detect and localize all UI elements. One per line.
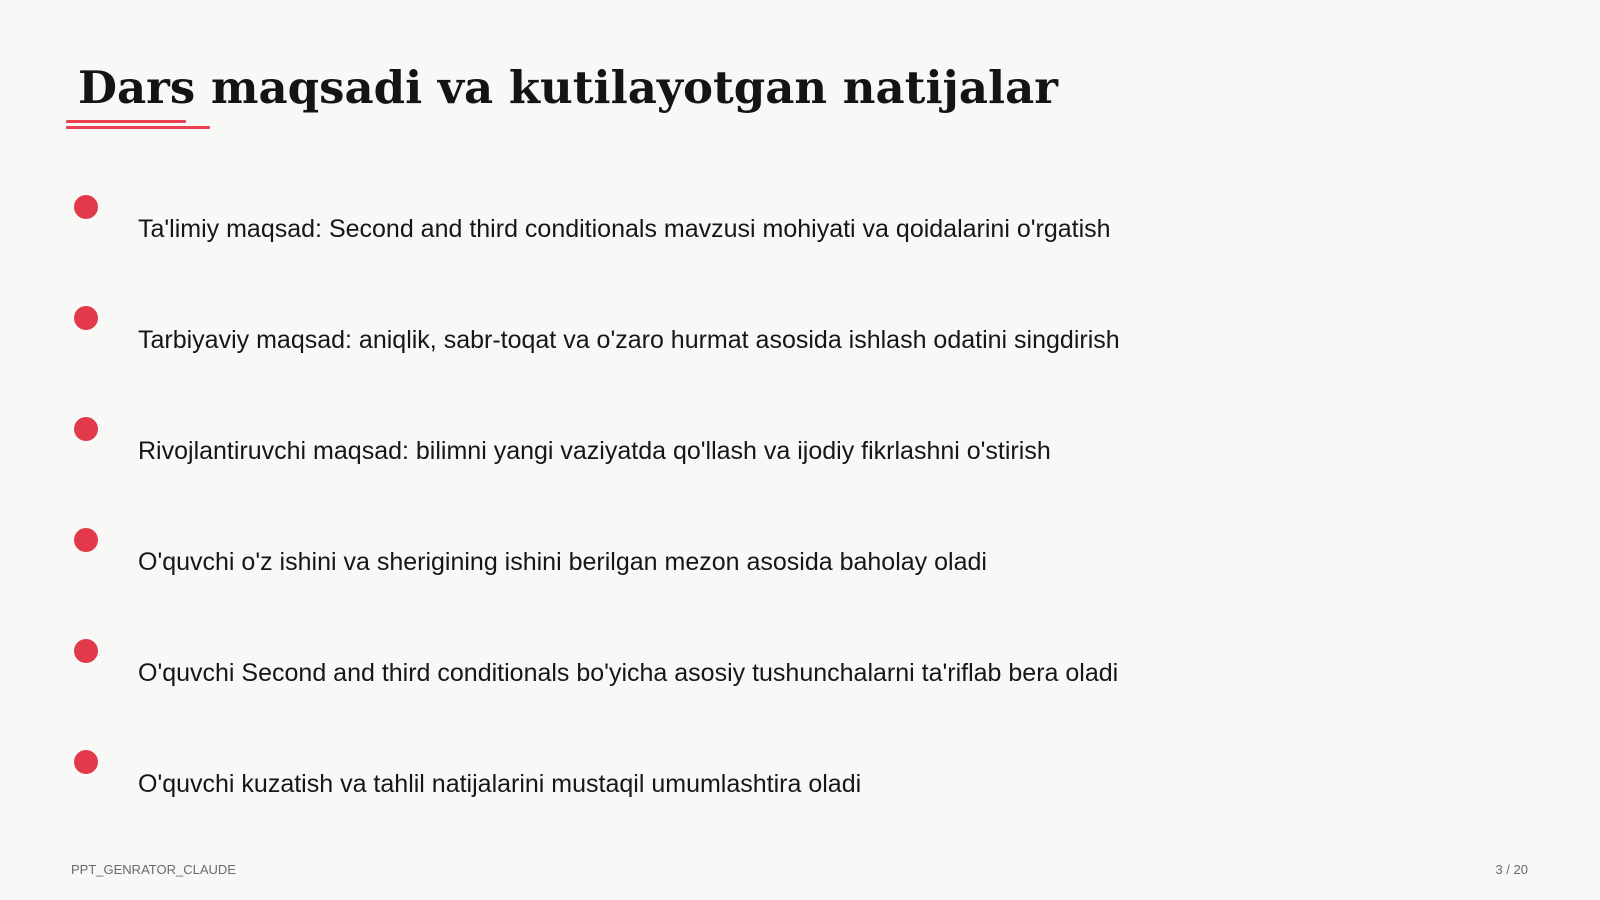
objective-item	[0, 528, 1400, 608]
objective-item	[0, 306, 1400, 386]
objective-text: Ta'limiy maqsad: Second and third conditionals mavzusi mohiyati va qoidalarini o'rgatish	[138, 215, 1111, 243]
objective-text: O'quvchi o'z ishini va sherigining ishini berilgan mezon asosida baholay oladi	[138, 548, 987, 576]
bullet-dot-icon	[74, 195, 98, 219]
slide-title: Dars maqsadi va kutilayotgan natijalar	[78, 61, 1058, 114]
footer-generator-label: PPT_GENRATOR_CLAUDE	[71, 862, 236, 877]
objective-text: O'quvchi Second and third conditionals bo'yicha asosiy tushunchalarni ta'riflab bera oladi	[138, 659, 1119, 687]
objective-text: Rivojlantiruvchi maqsad: bilimni yangi vaziyatda qo'llash va ijodiy fikrlashni o'stirish	[138, 437, 1051, 465]
objective-item	[0, 417, 1400, 497]
objective-item	[0, 639, 1400, 719]
objective-text: O'quvchi kuzatish va tahlil natijalarini mustaqil umumlashtira oladi	[138, 770, 862, 798]
bullet-dot-icon	[74, 639, 98, 663]
objective-item	[0, 195, 1400, 275]
bullet-dot-icon	[74, 528, 98, 552]
objective-item	[0, 750, 1400, 830]
objective-text: Tarbiyaviy maqsad: aniqlik, sabr-toqat va o'zaro hurmat asosida ishlash odatini singdirish	[138, 326, 1120, 354]
bullet-dot-icon	[74, 417, 98, 441]
bullet-dot-icon	[74, 306, 98, 330]
bullet-dot-icon	[74, 750, 98, 774]
footer-page-indicator: 3 / 20	[1495, 862, 1528, 877]
